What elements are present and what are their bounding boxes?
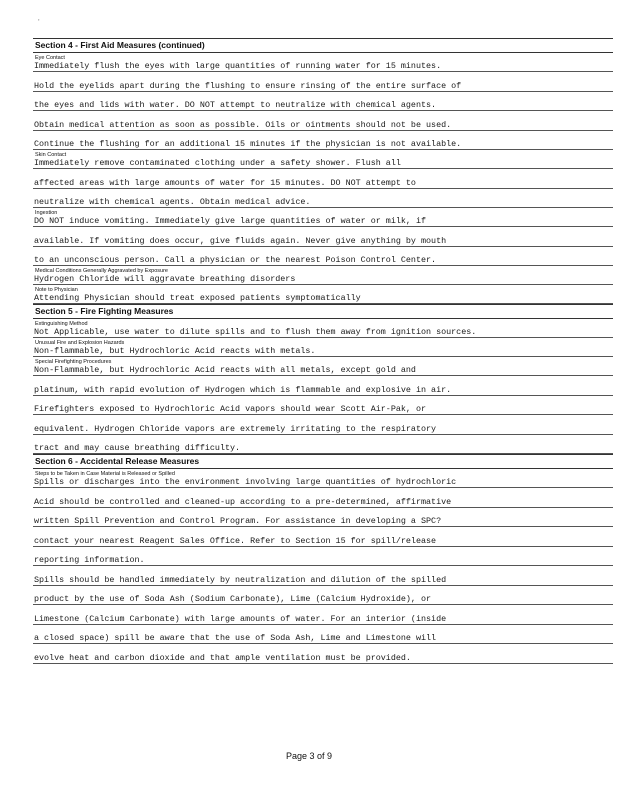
field-block <box>33 210 613 266</box>
section-title: Section 4 - First Aid Measures (continued) <box>33 38 613 53</box>
text-line: evolve heat and carbon dioxide and that ample ventilation must be provided. <box>33 644 613 664</box>
text-line: written Spill Prevention and Control Program. For assistance in developing a SPC? <box>33 508 613 528</box>
text-line: Non-Flammable, but Hydrochloric Acid reacts with all metals, except gold and <box>33 365 613 376</box>
text-line: reporting information. <box>33 547 613 567</box>
field-label: Eye Contact <box>35 55 65 61</box>
text-line: equivalent. Hydrogen Chloride vapors are extremely irritating to the respiratory <box>33 415 613 435</box>
field-label: Steps to be Taken in Case Material is Released or Spilled <box>35 471 175 477</box>
field-label: Special Firefighting Procedures <box>35 359 112 365</box>
document-page <box>33 38 613 664</box>
text-line: Obtain medical attention as soon as possible. Oils or ointments should not be used. <box>33 111 613 131</box>
field-block <box>33 55 613 150</box>
field-block <box>33 340 613 357</box>
field-block <box>33 471 613 664</box>
text-line: neutralize with chemical agents. Obtain medical advice. <box>33 189 613 209</box>
section-5 <box>33 304 613 454</box>
text-line: tract and may cause breathing difficulty. <box>33 435 613 455</box>
text-line: to an unconscious person. Call a physician or the nearest Poison Control Center. <box>33 247 613 267</box>
text-line: available. If vomiting does occur, give fluids again. Never give anything by mouth <box>33 227 613 247</box>
field-block <box>33 359 613 454</box>
text-line: the eyes and lids with water. DO NOT attempt to neutralize with chemical agents. <box>33 92 613 112</box>
text-line: Acid should be controlled and cleaned-up according to a pre-determined, affirmative <box>33 488 613 508</box>
text-line: Hydrogen Chloride will aggravate breathing disorders <box>33 274 613 285</box>
text-line: Limestone (Calcium Carbonate) with large amounts of water. For an interior (inside <box>33 605 613 625</box>
text-line: DO NOT induce vomiting. Immediately give large quantities of water or milk, if <box>33 216 613 227</box>
section-title: Section 5 - Fire Fighting Measures <box>33 304 613 319</box>
field-block <box>33 321 613 338</box>
text-line: Not Applicable, use water to dilute spills and to flush them away from ignition sources. <box>33 327 613 338</box>
field-label: Skin Contact <box>35 152 67 158</box>
text-line: a closed space) spill be aware that the use of Soda Ash, Lime and Limestone will <box>33 625 613 645</box>
text-line: contact your nearest Reagent Sales Office. Refer to Section 15 for spill/release <box>33 527 613 547</box>
field-label: Unusual Fire and Explosion Hazards <box>35 340 125 346</box>
field-label: Extinguishing Method <box>35 321 88 327</box>
text-line: Immediately flush the eyes with large quantities of running water for 15 minutes. <box>33 61 613 72</box>
section-title: Section 6 - Accidental Release Measures <box>33 454 613 469</box>
text-line: Continue the flushing for an additional 15 minutes if the physician is not available. <box>33 131 613 151</box>
text-line: Non-flammable, but Hydrochloric Acid reacts with metals. <box>33 346 613 357</box>
field-label: Medical Conditions Generally Aggravated by Exposure <box>35 268 168 274</box>
section-4 <box>33 38 613 304</box>
text-line: product by the use of Soda Ash (Sodium Carbonate), Lime (Calcium Hydroxide), or <box>33 586 613 606</box>
text-line: Immediately remove contaminated clothing under a safety shower. Flush all <box>33 158 613 169</box>
text-line: Spills should be handled immediately by neutralization and dilution of the spilled <box>33 566 613 586</box>
field-block <box>33 287 613 304</box>
text-line: platinum, with rapid evolution of Hydrogen which is flammable and explosive in air. <box>33 376 613 396</box>
text-line: Firefighters exposed to Hydrochloric Acid vapors should wear Scott Air-Pak, or <box>33 396 613 416</box>
text-line: Attending Physician should treat exposed patients symptomatically <box>33 293 613 304</box>
text-line: Hold the eyelids apart during the flushing to ensure rinsing of the entire surface of <box>33 72 613 92</box>
text-line: Spills or discharges into the environment involving large quantities of hydrochloric <box>33 477 613 488</box>
field-label: Ingestion <box>35 210 58 216</box>
corner-mark: , <box>38 16 40 22</box>
field-block <box>33 152 613 208</box>
page-number: Page 3 of 9 <box>285 751 333 761</box>
field-block <box>33 268 613 285</box>
section-6 <box>33 454 613 664</box>
text-line: affected areas with large amounts of water for 15 minutes. DO NOT attempt to <box>33 169 613 189</box>
field-label: Note to Physician <box>35 287 78 293</box>
